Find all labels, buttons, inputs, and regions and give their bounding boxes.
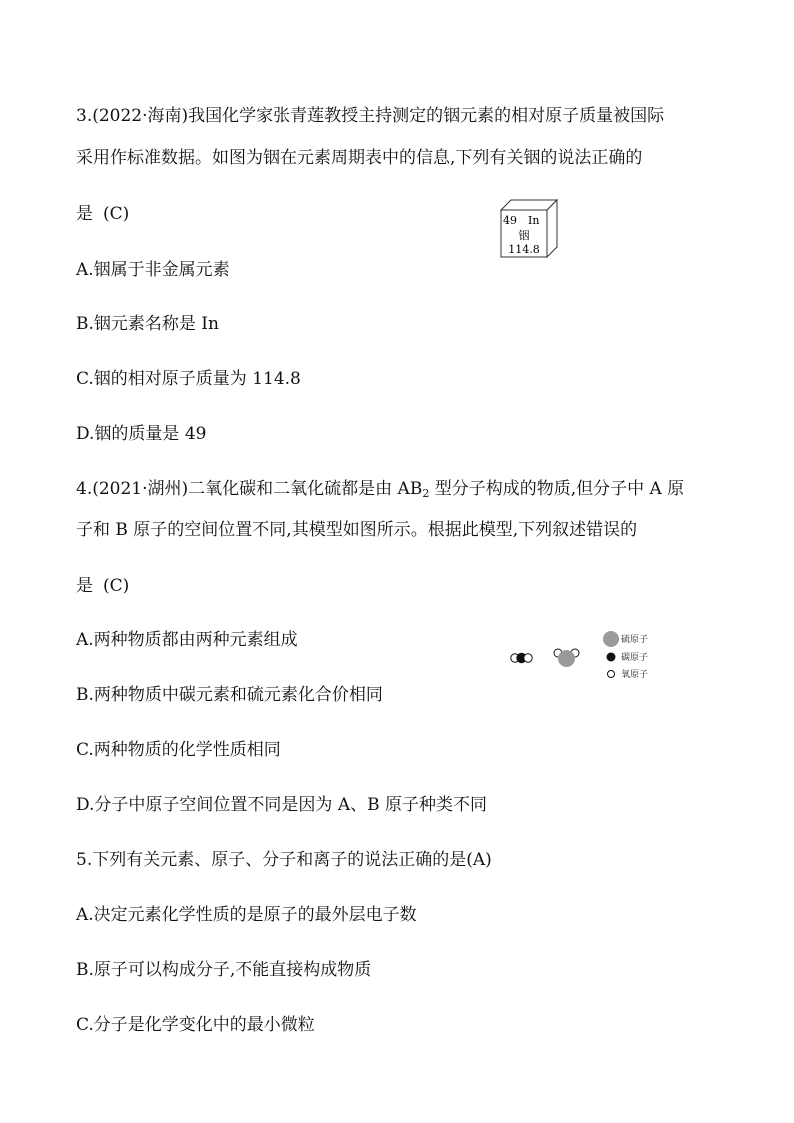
q4-stem-subscript: 2 (422, 487, 430, 500)
so2-sulfur-atom (558, 650, 575, 667)
legend-sulfur-label: 硫原子 (621, 635, 649, 645)
element-number: 49 (503, 214, 517, 227)
legend-oxygen-icon (608, 671, 615, 678)
q3-stem-end: 是 (76, 204, 93, 224)
q5-option-c: C.分子是化学变化中的最小微粒 (76, 1015, 315, 1035)
q4-option-d: D.分子中原子空间位置不同是因为 A、B 原子种类不同 (76, 795, 488, 815)
q4-stem-end: 是 (76, 576, 93, 596)
q4-option-c: C.两种物质的化学性质相同 (76, 740, 281, 760)
q4-stem-line-1-post: 型分子构成的物质,但分子中 A 原 (429, 479, 685, 499)
element-symbol: In (528, 214, 540, 227)
q3-option-a: A.铟属于非金属元素 (76, 260, 230, 280)
q3-stem-line-2: 采用作标准数据。如图为铟在元素周期表中的信息,下列有关铟的说法正确的 (76, 148, 643, 168)
molecule-model-figure (504, 626, 664, 686)
q4-stem-line-1-pre: 4.(2021·湖州)二氧化碳和二氧化硫都是由 AB (76, 479, 423, 499)
q3-stem-line-3 (76, 204, 129, 224)
co2-oxygen-atom-right (524, 654, 532, 662)
q3-answer: (C) (103, 204, 130, 224)
element-mass: 114.8 (508, 243, 540, 256)
q3-option-b: B.铟元素名称是 In (76, 314, 219, 334)
q4-option-b: B.两种物质中碳元素和硫元素化合价相同 (76, 685, 383, 705)
q4-stem-line-2: 子和 B 原子的空间位置不同,其模型如图所示。根据此模型,下列叙述错误的 (76, 520, 638, 540)
q4-option-a: A.两种物质都由两种元素组成 (76, 630, 298, 650)
legend-carbon-icon (607, 653, 616, 662)
q3-stem-line-1: 3.(2022·海南)我国化学家张青莲教授主持测定的铟元素的相对原子质量被国际 (76, 106, 665, 126)
q5-stem: 5.下列有关元素、原子、分子和离子的说法正确的是(A) (76, 850, 492, 870)
q4-answer: (C) (103, 576, 130, 596)
q4-stem-line-3 (76, 576, 129, 596)
q5-option-b: B.原子可以构成分子,不能直接构成物质 (76, 960, 372, 980)
q5-option-a: A.决定元素化学性质的是原子的最外层电子数 (76, 905, 417, 925)
legend-carbon-label: 碳原子 (621, 653, 649, 663)
legend-oxygen-label: 氧原子 (621, 670, 649, 680)
legend-sulfur-icon (603, 631, 619, 647)
q3-option-d: D.铟的质量是 49 (76, 424, 207, 444)
element-name: 铟 (518, 229, 530, 242)
q4-stem-line-1 (76, 479, 684, 499)
q3-option-c: C.铟的相对原子质量为 114.8 (76, 369, 301, 389)
indium-element-card (498, 197, 562, 259)
